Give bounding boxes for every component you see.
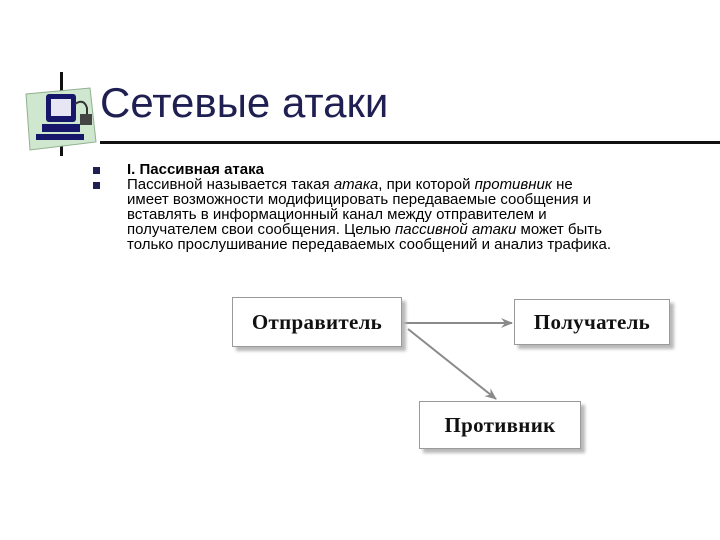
text-run: не bbox=[551, 176, 573, 193]
page-title: Сетевые атаки bbox=[100, 79, 389, 126]
paragraph-line bbox=[127, 177, 713, 192]
arrow-sender-to-adversary bbox=[408, 329, 496, 399]
paragraph-line: имеет возможности модифицировать передаваемые сообщения и bbox=[127, 191, 592, 208]
bullet-item bbox=[93, 177, 713, 252]
computer-lock-icon bbox=[20, 86, 100, 152]
title-underline bbox=[100, 141, 720, 144]
receiver-node: Получатель bbox=[514, 299, 670, 345]
paragraph-line: вставлять в информационный канал между отправителем и bbox=[127, 206, 547, 223]
attack-diagram bbox=[230, 293, 680, 493]
adversary-node: Противник bbox=[419, 401, 581, 449]
text-run: , при которой bbox=[378, 176, 475, 193]
bullet-square-icon bbox=[93, 167, 100, 174]
paragraph-line bbox=[127, 222, 713, 237]
sender-node: Отправитель bbox=[232, 297, 402, 347]
text-run: может быть bbox=[516, 221, 602, 238]
bullet-item bbox=[93, 162, 713, 177]
bullet-heading: I. Пассивная атака bbox=[127, 161, 264, 178]
bullet-list bbox=[93, 162, 713, 252]
italic-term: противник bbox=[474, 176, 552, 193]
bullet-square-icon bbox=[93, 182, 100, 189]
text-run: Пассивной называется такая bbox=[127, 176, 334, 193]
italic-term: атака bbox=[333, 176, 379, 193]
text-run: получателем свои сообщения. Целью bbox=[127, 221, 396, 238]
italic-term: пассивной атаки bbox=[395, 221, 517, 238]
paragraph-line: только прослушивание передаваемых сообщений и анализ трафика. bbox=[127, 236, 612, 253]
